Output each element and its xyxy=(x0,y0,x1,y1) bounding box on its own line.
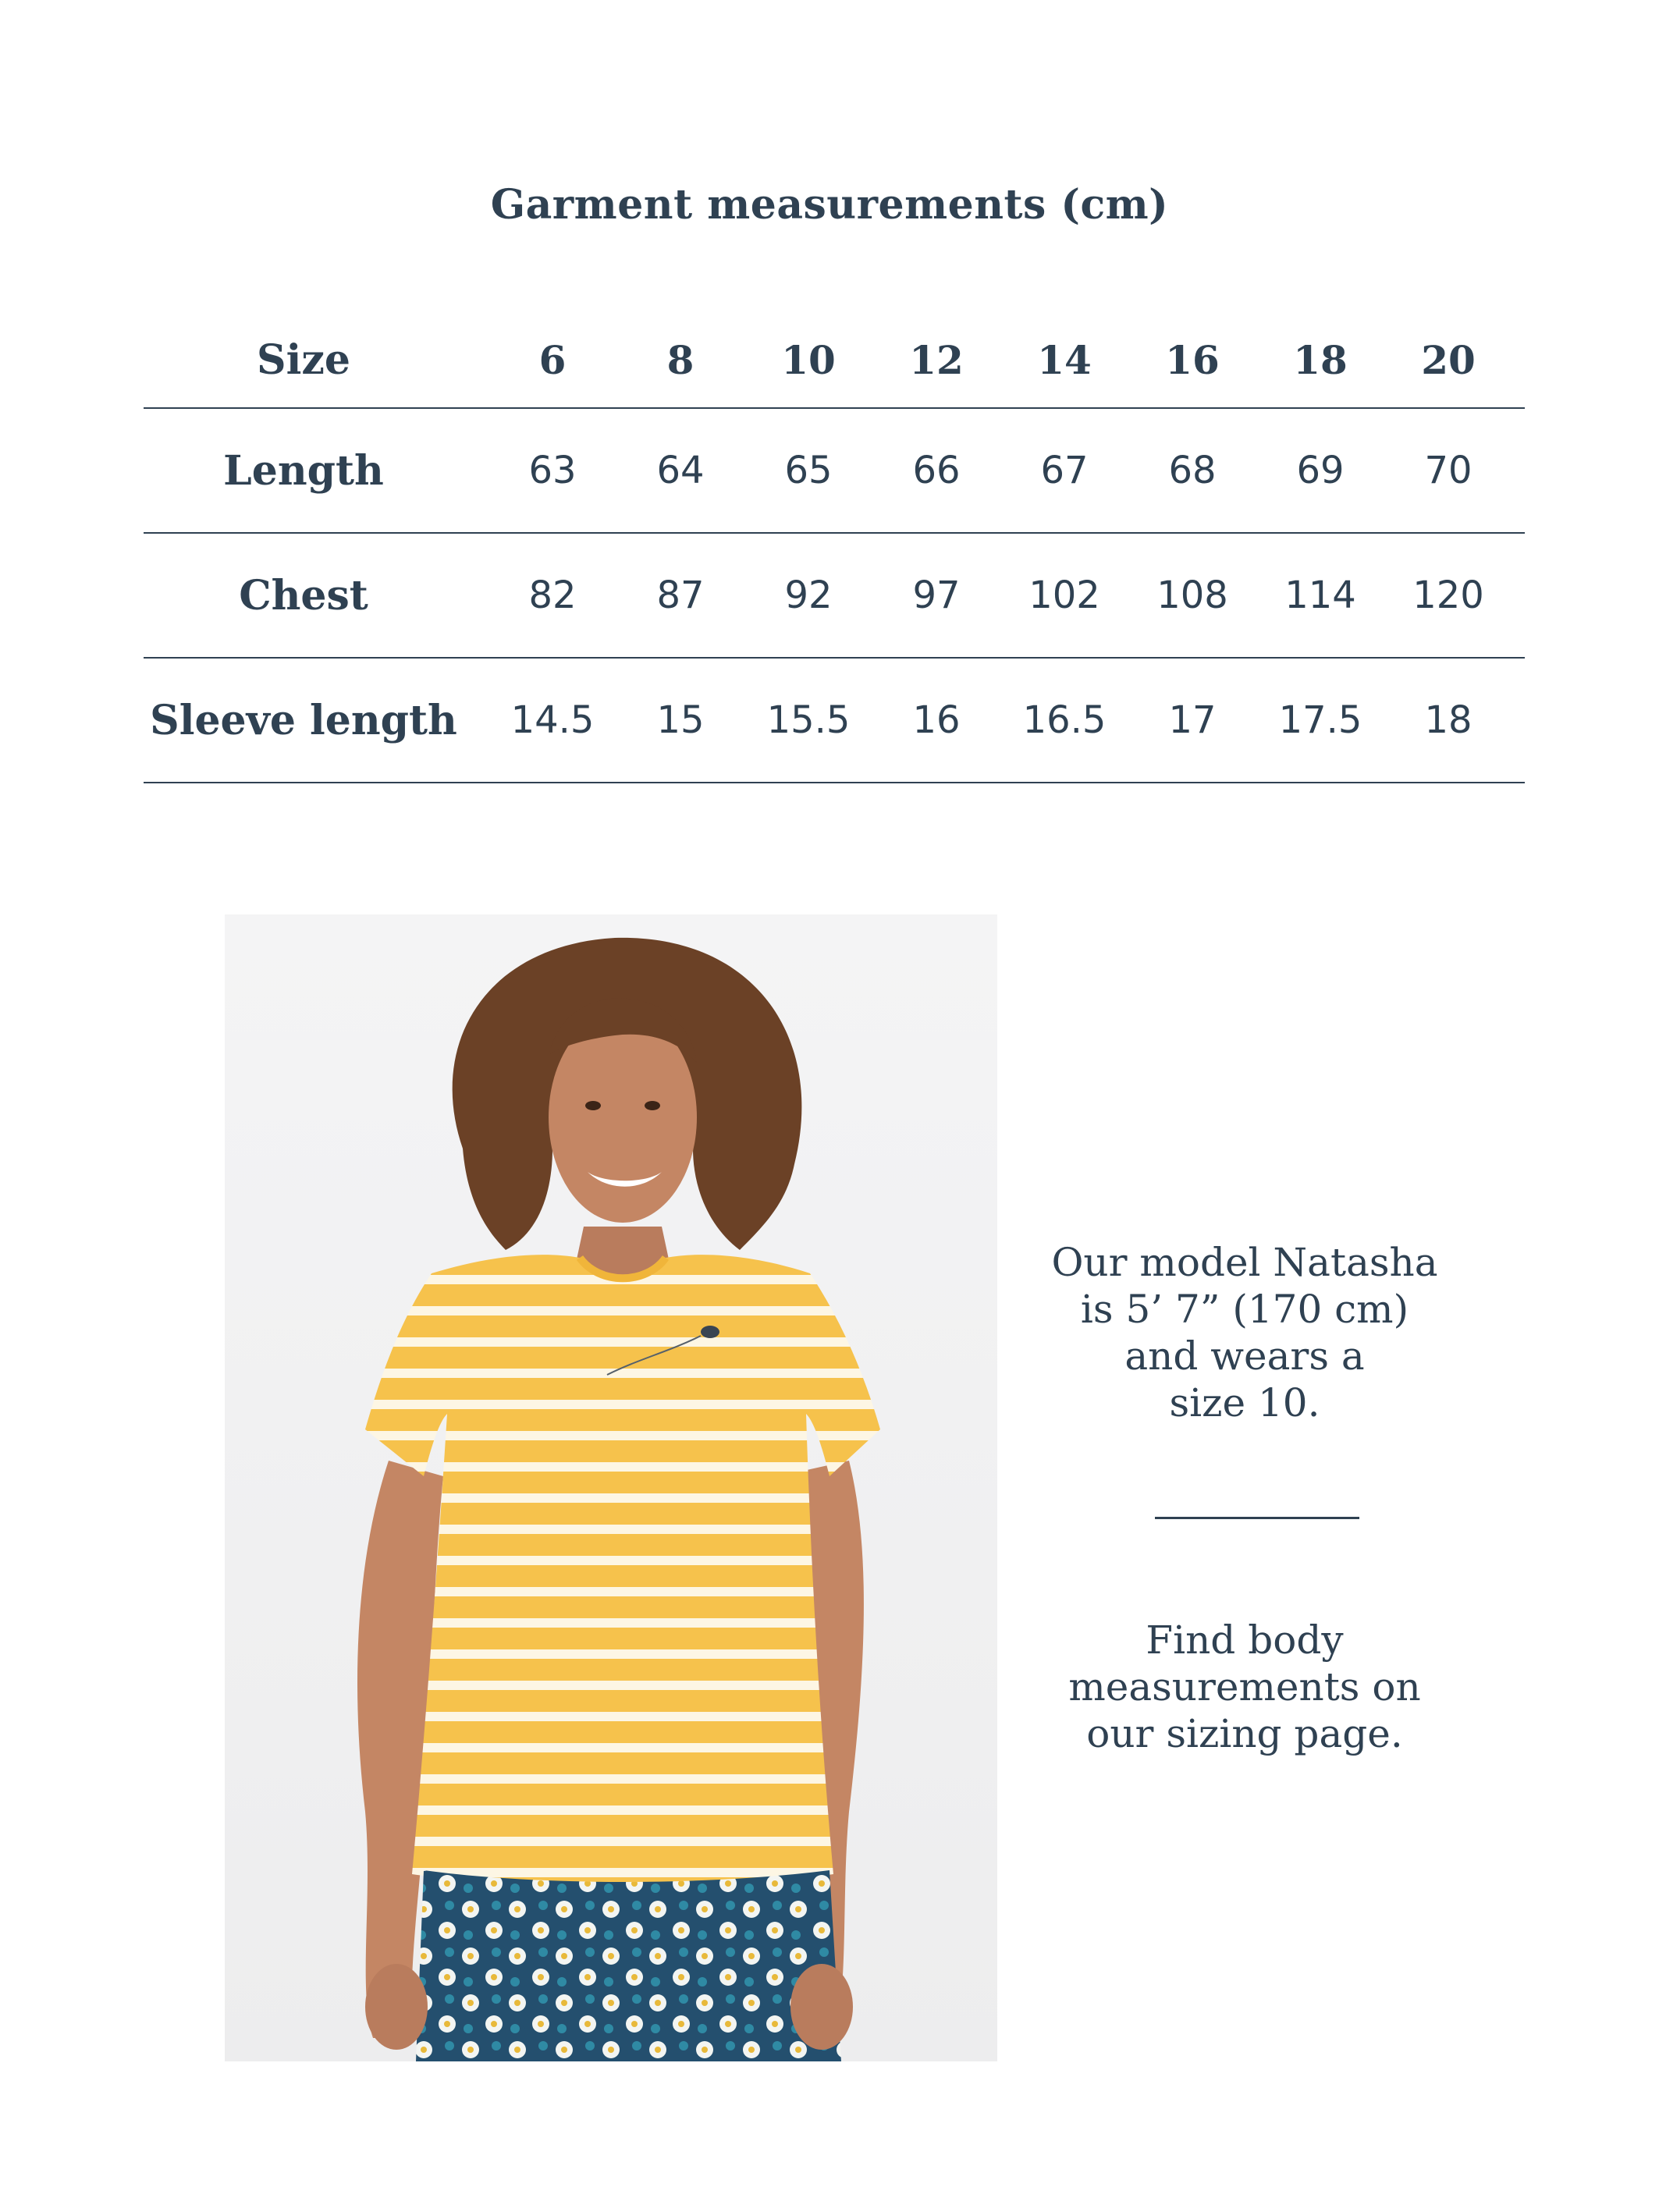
table-cell: 67 xyxy=(1040,449,1089,492)
table-cell: 64 xyxy=(656,449,705,492)
table-cell: 65 xyxy=(784,449,833,492)
table-cell: 14.5 xyxy=(510,698,595,742)
size-header-cell: 20 xyxy=(1421,336,1476,383)
size-header-cell: 16 xyxy=(1165,336,1220,383)
row-label-sleeve-length: Sleeve length xyxy=(150,696,457,744)
model-info-line: is 5’ 7” (170 cm) xyxy=(1080,1287,1409,1332)
sizing-info xyxy=(1014,1617,1475,1757)
table-row-chest xyxy=(144,534,1525,659)
sizing-info-line: our sizing page. xyxy=(1086,1711,1403,1756)
model-info-line: size 10. xyxy=(1169,1380,1320,1426)
table-cell: 17 xyxy=(1168,698,1217,742)
row-label-chest: Chest xyxy=(239,571,368,620)
model-info-line: and wears a xyxy=(1124,1333,1365,1379)
model-info xyxy=(1014,1239,1475,1426)
table-cell: 87 xyxy=(656,573,705,617)
model-info-line: Our model Natasha xyxy=(1051,1240,1438,1285)
table-cell: 16 xyxy=(912,698,961,742)
table-cell: 18 xyxy=(1424,698,1472,742)
size-column-header: Size xyxy=(257,336,350,384)
measurement-table xyxy=(144,312,1525,783)
table-cell: 17.5 xyxy=(1278,698,1362,742)
size-header-cell: 18 xyxy=(1293,336,1348,383)
divider xyxy=(1155,1517,1359,1519)
table-header-row xyxy=(144,312,1525,409)
page-title: Garment measurements (cm) xyxy=(490,181,1169,229)
table-row-length xyxy=(144,409,1525,534)
model-illustration xyxy=(225,914,997,2061)
size-header-cell: 14 xyxy=(1037,336,1092,383)
table-cell: 68 xyxy=(1168,449,1217,492)
table-cell: 97 xyxy=(912,573,961,617)
table-cell: 15 xyxy=(656,698,705,742)
table-cell: 69 xyxy=(1296,449,1345,492)
table-cell: 92 xyxy=(784,573,833,617)
size-header-cell: 6 xyxy=(538,336,567,383)
table-cell: 114 xyxy=(1284,573,1356,617)
table-cell: 102 xyxy=(1028,573,1100,617)
table-row-sleeve-length xyxy=(144,659,1525,783)
row-label-length: Length xyxy=(223,446,384,495)
table-cell: 66 xyxy=(912,449,961,492)
table-cell: 70 xyxy=(1424,449,1472,492)
size-header-cell: 10 xyxy=(781,336,836,383)
table-cell: 82 xyxy=(528,573,577,617)
size-header-cell: 8 xyxy=(666,336,695,383)
sizing-info-line: measurements on xyxy=(1068,1664,1421,1710)
table-cell: 15.5 xyxy=(766,698,851,742)
sizing-info-line: Find body xyxy=(1146,1617,1344,1663)
table-cell: 63 xyxy=(528,449,577,492)
size-header-cell: 12 xyxy=(909,336,964,383)
model-photo xyxy=(225,914,997,2061)
table-cell: 120 xyxy=(1412,573,1484,617)
table-cell: 16.5 xyxy=(1022,698,1107,742)
table-cell: 108 xyxy=(1156,573,1228,617)
